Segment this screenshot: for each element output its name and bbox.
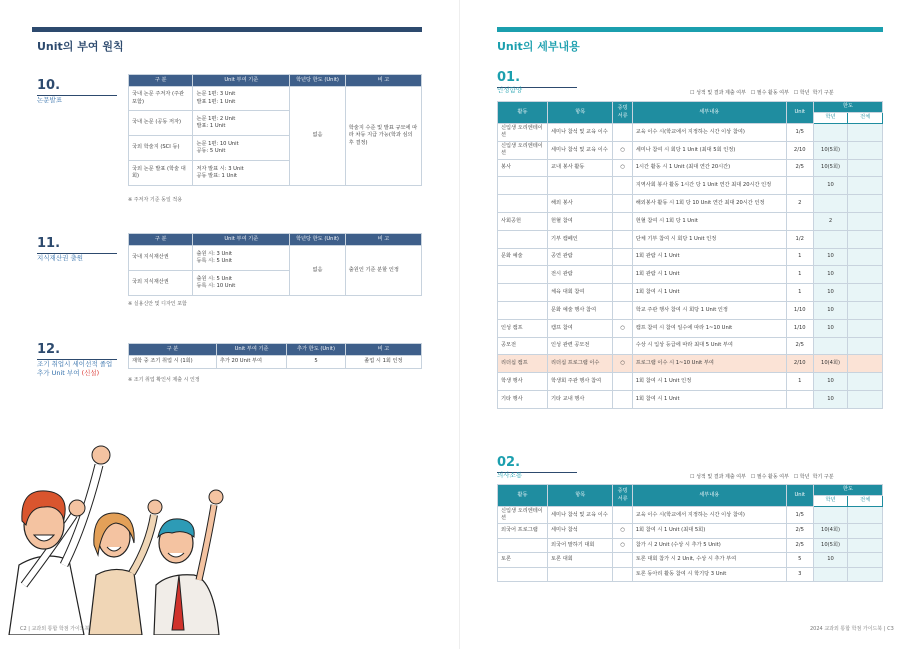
table-row (498, 301, 883, 319)
section-number-11: 11. (37, 236, 61, 251)
table-cell: 저자 발표 시: 3 Unit 공동 발표: 1 Unit (193, 161, 290, 186)
table-cell: 사회공헌 (498, 212, 548, 230)
col-header: 한도 (813, 102, 882, 113)
table-section-01 (497, 101, 883, 409)
col-header: 비 고 (345, 75, 421, 87)
table-cell (498, 195, 548, 213)
table-row (498, 507, 883, 524)
table-cell (786, 390, 813, 408)
table-cell (613, 212, 632, 230)
table-row (498, 124, 883, 142)
table-cell (786, 212, 813, 230)
table-cell: 논문 1편: 10 Unit 공동: 5 Unit (193, 136, 290, 161)
page-footer: 2024 교과외 통합 학점 가이드북 | C3 (810, 626, 894, 632)
table-cell: 2/5 (786, 538, 813, 553)
col-header: 세부내용 (632, 102, 786, 124)
col-header: 세부내용 (632, 485, 786, 507)
table-cell: 졸업 시 1회 인정 (345, 356, 421, 369)
table-cell: 전시 관람 (548, 266, 613, 284)
table-row (498, 141, 883, 159)
section-subtitle-12 (37, 360, 112, 378)
legend: ☐ 성적 및 결과 제출 여부 ☐ 필수 활동 여부 ☐ 학년 학기 구분 (690, 474, 834, 480)
table-cell: 봉사 (498, 159, 548, 177)
table-row (498, 212, 883, 230)
table-cell: 1회 참여 시 1 Unit (632, 284, 786, 302)
table-cell: 10 (813, 177, 848, 195)
table-cell: 학술지 수준 및 발표 규모에 따라 차등 지급 가능(학과 심의 후 결정) (345, 87, 421, 186)
table-cell: 해외 봉사 (548, 195, 613, 213)
table-cell: 해외봉사 활동 시 1회 당 10 Unit 연간 최대 20시간 인정 (632, 195, 786, 213)
table-cell: 1 (786, 248, 813, 266)
table-cell: 없음 (290, 246, 346, 296)
table-cell: 10(5회) (813, 538, 848, 553)
table-cell: 2/5 (786, 337, 813, 355)
table-cell (613, 195, 632, 213)
table-cell: 국외 지식재산권 (129, 271, 193, 296)
table-body (498, 124, 883, 409)
table-cell (813, 507, 848, 524)
table-section-12 (128, 343, 422, 369)
table-cell: 프로그램 이수 시 1~10 Unit 부여 (632, 355, 786, 373)
col-header: Unit 부여 기준 (193, 234, 290, 246)
table-cell (848, 195, 883, 213)
table-cell (848, 212, 883, 230)
table-body (498, 507, 883, 582)
table-cell: 출원 시: 3 Unit 등록 시: 5 Unit (193, 246, 290, 271)
table-row (498, 390, 883, 408)
legend-item: 학년 (799, 90, 810, 96)
table-cell: 수상 시 입상 등급에 따라 최대 5 Unit 부여 (632, 337, 786, 355)
table-cell: 10(4회) (813, 524, 848, 539)
table-cell: 1/10 (786, 301, 813, 319)
table-row (498, 373, 883, 391)
table-cell (613, 301, 632, 319)
top-bar (32, 27, 422, 32)
table-cell: 2/5 (786, 159, 813, 177)
top-bar (497, 27, 883, 32)
table-cell: 공모전 (498, 337, 548, 355)
table-cell: 국내 논문 주저자 (주관 포함) (129, 87, 193, 111)
col-header: Unit 부여 기준 (193, 75, 290, 87)
col-header: 추가 한도 (Unit) (287, 344, 346, 356)
table-cell (848, 390, 883, 408)
table-cell (613, 553, 632, 568)
section-subtitle-01: 인성함양 (497, 86, 523, 94)
right-page (460, 0, 920, 649)
section-number-02: 02. (497, 455, 521, 470)
table-cell (613, 266, 632, 284)
table-cell: 출원인 기준 분할 인정 (345, 246, 421, 296)
table-cell: 1 (786, 266, 813, 284)
page-title: Unit의 부여 원칙 (37, 40, 124, 53)
table-cell (613, 124, 632, 142)
col-header: Unit 부여 기준 (216, 344, 286, 356)
col-header: 활동 (498, 102, 548, 124)
table-cell: 1/5 (786, 507, 813, 524)
table-cell: 학생회 주관 행사 참여 (548, 373, 613, 391)
table-cell (498, 284, 548, 302)
table-cell: 논문 1편: 2 Unit 발표: 1 Unit (193, 111, 290, 136)
table-cell (813, 337, 848, 355)
table-cell (613, 507, 632, 524)
table-cell: ○ (613, 355, 632, 373)
table-cell (498, 266, 548, 284)
table-cell: 문화 예술 (498, 248, 548, 266)
table-cell: 1회 참여 시 1 Unit 인정 (632, 373, 786, 391)
section-number-10: 10. (37, 78, 61, 93)
subtitle-line: 조기 취업시 세이선적 졸업 (37, 360, 113, 368)
table-cell (848, 507, 883, 524)
table-row (498, 524, 883, 539)
col-header: 항목 (548, 102, 613, 124)
section-number-12: 12. (37, 342, 61, 357)
section-subtitle-10: 논문발표 (37, 96, 63, 104)
table-row (498, 159, 883, 177)
table-cell (848, 337, 883, 355)
table-note: ※ 조기 취업 확인서 제출 시 인정 (128, 377, 200, 383)
table-cell: 국외 학술지 (SCI 등) (129, 136, 193, 161)
legend-item: 성적 및 결과 제출 여부 (696, 90, 746, 96)
table-cell: 1/5 (786, 124, 813, 142)
table-cell: 10 (813, 301, 848, 319)
table-cell (848, 538, 883, 553)
col-subheader: 전체 (848, 496, 883, 507)
table-cell: 지역사회 봉사 활동 1시간 당 1 Unit 연간 최대 20시간 인정 (632, 177, 786, 195)
table-cell: 토론 대회 참가 시 2 Unit, 수상 시 추가 부여 (632, 553, 786, 568)
table-cell: 1회 관람 시 1 Unit (632, 266, 786, 284)
table-cell: 1회 참여 시 1 Unit (최대 5회) (632, 524, 786, 539)
col-header: Unit (786, 102, 813, 124)
table-cell: 교육 이수 시(학교에서 지정하는 시간 이상 참여) (632, 507, 786, 524)
col-header: 증빙 서류 (613, 485, 632, 507)
table-cell (548, 567, 613, 582)
subtitle-text: 추가 Unit 부여 (37, 369, 80, 378)
table-cell: 1 (786, 373, 813, 391)
table-cell: 1 (786, 284, 813, 302)
table-cell (848, 567, 883, 582)
col-header: 항목 (548, 485, 613, 507)
section-number-01: 01. (497, 70, 521, 85)
new-badge: (신설) (81, 369, 100, 378)
table-cell (813, 124, 848, 142)
table-cell (548, 177, 613, 195)
table-cell: 리더십 캠프 (498, 355, 548, 373)
table-cell: 문화 예술 행사 참여 (548, 301, 613, 319)
table-cell (613, 284, 632, 302)
table-cell: 세미나 참여 시 회당 1 Unit (최대 5회 인정) (632, 141, 786, 159)
table-section-11 (128, 233, 422, 296)
table-note: ※ 실용신안 및 디자인 포함 (128, 301, 187, 307)
table-cell: 단체 기부 참여 시 회당 1 Unit 인정 (632, 230, 786, 248)
table-cell: 세미나 참석 및 교육 이수 (548, 507, 613, 524)
table-cell: 헌혈 참여 (548, 212, 613, 230)
table-cell (848, 159, 883, 177)
table-cell: 10(5회) (813, 141, 848, 159)
table-cell: 1/2 (786, 230, 813, 248)
subtitle-line (37, 369, 112, 378)
table-cell (813, 567, 848, 582)
table-cell: 10(4회) (813, 355, 848, 373)
table-cell (613, 373, 632, 391)
table-cell: 2/10 (786, 355, 813, 373)
table-cell (848, 230, 883, 248)
table-cell: 10 (813, 266, 848, 284)
legend-item: 학년 (799, 474, 810, 480)
table-row (498, 266, 883, 284)
table-cell: 5 (287, 356, 346, 369)
table-cell: 세미나 참석 (548, 524, 613, 539)
section-subtitle-02: 의사소통 (497, 471, 523, 479)
table-cell: 교육 이수 시(학교에서 지정하는 시간 이상 참여) (632, 124, 786, 142)
table-cell: 2/5 (786, 524, 813, 539)
page-title: Unit의 세부내용 (497, 40, 580, 53)
table-cell (613, 567, 632, 582)
table-cell (498, 301, 548, 319)
table-cell: ○ (613, 538, 632, 553)
table-section-02 (497, 484, 883, 582)
table-cell: 1/10 (786, 319, 813, 337)
table-cell: 10 (813, 319, 848, 337)
table-row (498, 177, 883, 195)
table-cell (613, 230, 632, 248)
table-cell: 없음 (290, 87, 346, 186)
table-cell: 기부 캠페인 (548, 230, 613, 248)
table-row (498, 230, 883, 248)
table-cell: 학교 주관 행사 참여 시 회당 1 Unit 인정 (632, 301, 786, 319)
table-cell (848, 248, 883, 266)
table-cell (498, 538, 548, 553)
table-cell (848, 355, 883, 373)
table-cell (848, 266, 883, 284)
table-cell: 10 (813, 248, 848, 266)
table-cell (848, 124, 883, 142)
table-cell: 외국어 말하기 대회 (548, 538, 613, 553)
table-cell (848, 524, 883, 539)
table-cell (848, 301, 883, 319)
table-cell: 2/10 (786, 141, 813, 159)
table-cell (613, 390, 632, 408)
table-cell (848, 141, 883, 159)
col-header: 비 고 (345, 344, 421, 356)
table-cell: 세미나 참석 및 교육 이수 (548, 141, 613, 159)
table-cell (498, 230, 548, 248)
table-cell: 기타 교내 행사 (548, 390, 613, 408)
table-cell: 국내 지식재산권 (129, 246, 193, 271)
table-cell (848, 319, 883, 337)
table-cell (786, 177, 813, 195)
table-cell (613, 177, 632, 195)
col-subheader: 전체 (848, 113, 883, 124)
col-subheader: 학년 (813, 496, 848, 507)
table-row (498, 248, 883, 266)
table-cell (498, 567, 548, 582)
table-cell: 추가 20 Unit 부여 (216, 356, 286, 369)
table-cell: ○ (613, 524, 632, 539)
table-cell: 2 (786, 195, 813, 213)
table-cell: 신입생 오리엔테이션 (498, 141, 548, 159)
col-header: 학년당 한도 (Unit) (290, 75, 346, 87)
table-cell: ○ (613, 141, 632, 159)
col-header: 증빙 서류 (613, 102, 632, 124)
table-cell: 1시간 활동 시 1 Unit (최대 연간 20시간) (632, 159, 786, 177)
table-cell: 논문 1편: 3 Unit 발표 1편: 1 Unit (193, 87, 290, 111)
col-header: Unit (786, 485, 813, 507)
table-row (498, 337, 883, 355)
table-cell: ○ (613, 319, 632, 337)
table-row (498, 567, 883, 582)
table-cell: 2 (813, 212, 848, 230)
col-header: 한도 (813, 485, 882, 496)
legend-item: 필수 활동 여부 (756, 474, 789, 480)
col-header: 활동 (498, 485, 548, 507)
table-row (498, 195, 883, 213)
table-cell: 5 (786, 553, 813, 568)
table-cell: 체육 대회 참여 (548, 284, 613, 302)
table-cell: 국내 논문 (공동 저자) (129, 111, 193, 136)
table-cell: 10 (813, 553, 848, 568)
cheering-people-illustration (4, 425, 254, 635)
table-cell: 캠프 참여 (548, 319, 613, 337)
col-header: 구 분 (129, 344, 217, 356)
table-cell: 외국어 프로그램 (498, 524, 548, 539)
legend-item: 성적 및 결과 제출 여부 (696, 474, 746, 480)
table-cell (813, 230, 848, 248)
table-section-10 (128, 74, 422, 186)
table-cell: 10(5회) (813, 159, 848, 177)
col-header: 구 분 (129, 234, 193, 246)
table-cell: 국외 논문 발표 (학술 대회) (129, 161, 193, 186)
col-header: 비 고 (345, 234, 421, 246)
table-cell: 10 (813, 284, 848, 302)
table-row (498, 553, 883, 568)
table-row (498, 284, 883, 302)
table-row (498, 355, 883, 373)
table-cell: 인성 관련 공모전 (548, 337, 613, 355)
legend-item: 필수 활동 여부 (756, 90, 789, 96)
table-cell: 학생 행사 (498, 373, 548, 391)
table-cell (613, 248, 632, 266)
legend-item: 학기 구분 (812, 90, 834, 96)
legend: ☐ 성적 및 결과 제출 여부 ☐ 필수 활동 여부 ☐ 학년 학기 구분 (690, 90, 834, 96)
table-cell: 10 (813, 373, 848, 391)
col-subheader: 학년 (813, 113, 848, 124)
table-row (498, 538, 883, 553)
table-cell (848, 284, 883, 302)
table-cell: 참가 시 2 Unit (수상 시 추가 5 Unit) (632, 538, 786, 553)
table-cell: 신입생 오리엔테이션 (498, 124, 548, 142)
table-cell: 토론 대회 (548, 553, 613, 568)
table-cell (848, 373, 883, 391)
table-cell (613, 337, 632, 355)
table-cell: 인성 캠프 (498, 319, 548, 337)
col-header: 구 분 (129, 75, 193, 87)
table-cell: 토론 동아리 활동 참여 시 학기당 3 Unit (632, 567, 786, 582)
page-footer: C2 | 교과외 통합 학점 가이드북 (20, 626, 90, 632)
table-cell (848, 177, 883, 195)
col-header: 학년당 한도 (Unit) (290, 234, 346, 246)
table-cell: 공연 관람 (548, 248, 613, 266)
legend-item: 학기 구분 (812, 474, 834, 480)
table-cell: 1회 관람 시 1 Unit (632, 248, 786, 266)
section-subtitle-11: 지식재산권 출원 (37, 254, 84, 262)
table-cell: 세미나 참석 및 교육 이수 (548, 124, 613, 142)
table-cell: 3 (786, 567, 813, 582)
table-cell: 신입생 오리엔테이션 (498, 507, 548, 524)
table-cell: 토론 (498, 553, 548, 568)
table-row (498, 319, 883, 337)
table-cell: 1회 참여 시 1 Unit (632, 390, 786, 408)
table-cell: 10 (813, 390, 848, 408)
table-cell: 재학 중 조기 취업 시 (1회) (129, 356, 217, 369)
table-cell: 출원 시: 5 Unit 등록 시: 10 Unit (193, 271, 290, 296)
table-cell: 헌혈 참여 시 1회 당 1 Unit (632, 212, 786, 230)
table-cell (848, 553, 883, 568)
table-cell: 기타 행사 (498, 390, 548, 408)
table-cell: 리더십 프로그램 이수 (548, 355, 613, 373)
table-cell: ○ (613, 159, 632, 177)
table-cell (813, 195, 848, 213)
table-cell: 교내 봉사 활동 (548, 159, 613, 177)
table-cell (498, 177, 548, 195)
table-note: ※ 주저자 기준 동일 적용 (128, 197, 183, 203)
table-cell: 캠프 참여 시 참여 일수에 따라 1~10 Unit (632, 319, 786, 337)
